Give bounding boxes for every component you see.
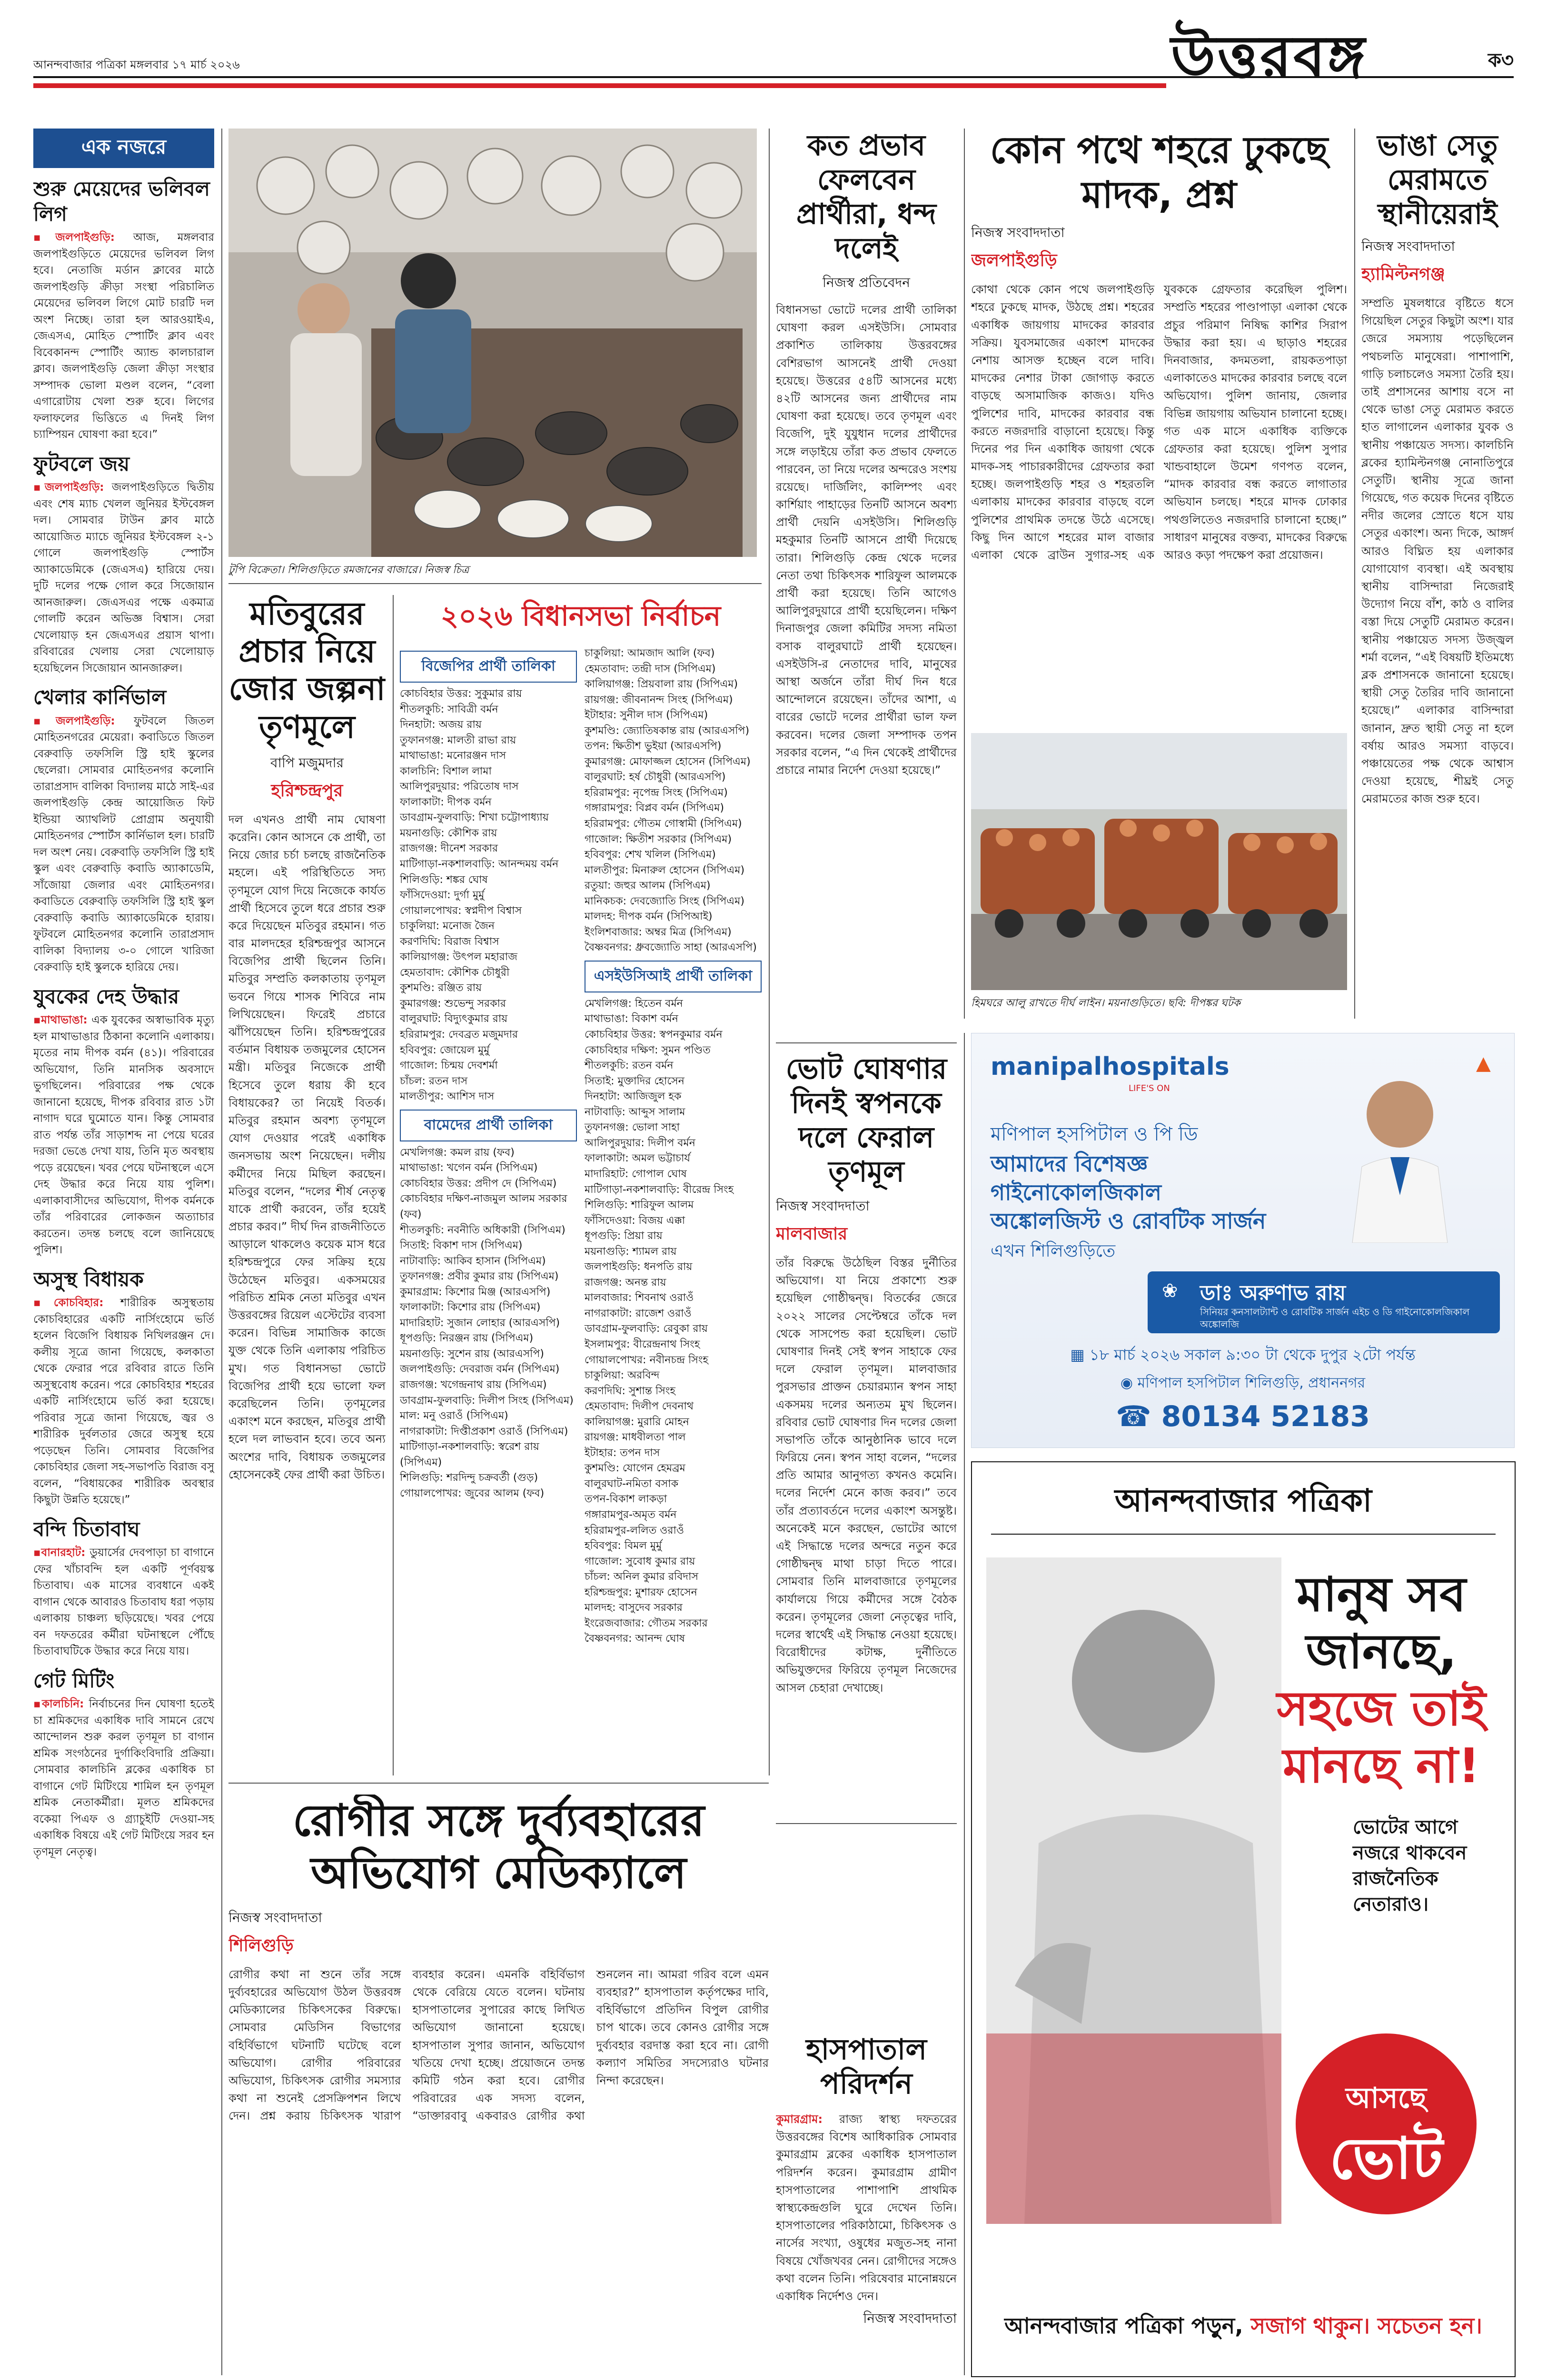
left-ally-candidate: মানিকচক: দেবজ্যোতি সিংহ (সিপিএম) [585,895,744,907]
ad-ab-portrait [986,1557,1281,2224]
brief-body: জলপাইগুড়িতে দ্বিতীয় এবং শেষ ম্যাচ খেলল জুনিয়র ইস্টবেঙ্গল দল। সোমবার টাউন ক্লাব মাঠে আয়োজিত ম্যাচে জুনিয়র ইস্টবেঙ্গল ২-১ গোলে জলপাইগুড়ি স্পোর্টস অ্যাকাডেমিকে (জেএসএ) হারিয়ে দেয়। দুটি দলের পক্ষে গোল করে সিজোয়ান আনজারুল। জেএসএর পক্ষে একমাত্র গোলটি করেন অভিজ্ঞ বিশ্বাস। সেরা খেলোয়াড় হন জেএসএর প্রয়াস থাপা। রবিবারের খেলায় সেরা খেলোয়াড় হয়েছিলেন সিজোয়ান আনজারুল। [33,481,214,674]
left-ally-candidate: গঙ্গারামপুর: বিপ্লব বর্মন (সিপিএম) [585,802,724,814]
ad-manipal[interactable] [971,1033,1515,1448]
ad-manipal-logo-icon: ▲ [1476,1052,1491,1074]
suci-candidate: মাথাভাঙা: বিকাশ বর্মন [585,1013,678,1025]
ad-manipal-doctor-photo [1333,1062,1467,1243]
suci-candidate: গাজোল: সুবোধ কুমার রায় [585,1555,695,1567]
ad-ab-line3: সহজে তাই [1277,1681,1486,1736]
phone-icon: ☎ [1116,1400,1161,1433]
brief-body: শারীরিক অসুস্থতায় কোচবিহারের একটি নার্সিংহোমে ভর্তি হলেন বিজেপি বিধায়ক নিখিলরঞ্জন দে। কলীয় সূত্রে জানা গিয়েছে, কলকাতা থেকে ফেরার পরে রবিবার রাতে তিনি অসুস্থবোধ করেন। পরে কোচবিহার শহরের একটি নার্সিংহোমে ভর্তি করা হয়েছে। পরিবার সূত্রে জানা গিয়েছে, জ্বর ও শারীরিক দুর্বলতার জেরে অসুস্থ হয়ে পড়েছেন তিনি। সোমবার বিজেপির কোচবিহার জেলা সহ-সভাপতি বিরাজ বসু বলেন, “বিধায়কের শারীরিক অবস্থার কিছুটা উন্নতি হয়েছে।” [33,1297,214,1506]
left-candidate: রাজগঞ্জ: খগেন্দ্রনাথ রায় (সিপিএম) [400,1378,547,1391]
divider [221,129,222,2375]
left-candidate: নাটাবাড়ি: আকিব হাসান (সিপিএম) [400,1255,546,1267]
left-ally-candidate: তপন: ক্ষিতীশ ভুইয়া (আরএসপি) [585,740,722,753]
bjp-candidate: কোচবিহার উত্তর: সুকুমার রায় [400,688,522,700]
election-banner: ২০২৬ বিধানসভা নির্বাচন [440,600,721,632]
suci-candidate: আলিপুরদুয়ার: দিলীপ বর্মন [585,1137,695,1149]
suci-candidate: তুফানগঞ্জ: ভোলা সাহা [585,1121,680,1134]
suci-candidate: চাঁচল: অনিল কুমার রবিদাস [585,1571,698,1583]
bjp-candidate: ফালাকাটা: দীপক বর্মন [400,796,492,808]
story-medical-byline: নিজস্ব সংবাদদাতা [228,1909,322,1925]
brief-place: ▪মাথাভাঙা: [33,1014,92,1026]
bjp-list [400,686,577,1105]
page-number: ক৩ [1488,50,1514,71]
story-matibur [228,595,386,1775]
photo-cap-sellers [228,129,757,557]
suci-candidate: করণদিঘি: সুশান্ত সিংহ [585,1385,675,1397]
suci-candidate: কালিয়াগঞ্জ: মুরারি মোহন [585,1416,689,1428]
bjp-candidate: কুশমণ্ডি: রঞ্জিত রায় [400,982,482,994]
bjp-candidate: রাজগঞ্জ: দীনেশ সরকার [400,843,498,855]
ad-ab-sub: ভোটের আগে নজরে থাকবেন রাজনৈতিক নেতারাও। [1353,1816,1467,1915]
story-matibur-byline: বাপি মজুমদার [270,754,344,771]
brief-title: গেট মিটিং [33,1668,115,1692]
suci-candidate: রাজগঞ্জ: অনন্ত রায় [585,1276,666,1289]
story-setu-body: সম্প্রতি মুষলধারে বৃষ্টিতে ধসে গিয়েছিল সেতুর কিছুটা অংশ। যার জেরে সমস্যায় পড়েছিলেন পথচলতি মানুষেরা। পাশাপাশি, গাড়ি চলাচলেও সমস্যা তৈরি হয়। তাই প্রশাসনের আশায় বসে না থেকে ভাঙা সেতু মেরামত করতে হাত লাগালেন এলাকার যুবক ও স্থানীয় পঞ্চায়েত সদস্য। কালচিনি ব্লকের হ্যামিল্টনগঞ্জ নোনাতিপুরে সেতুটি। স্থানীয় সূত্রে জানা গিয়েছে, গত কয়েক দিনের বৃষ্টিতে নদীর জলের স্রোতে ধসে যায় সেতুর একাংশ। অন্য দিকে, আঙ্গর্দ আরও বিঘ্নিত হয় এলাকার যোগাযোগ ব্যবস্থা। এই অবস্থায় স্থানীয় বাসিন্দারা নিজেরাই উদ্যোগ নিয়ে বাঁশ, কাঠ ও বালির বস্তা দিয়ে সেতুটি মেরামত করেন। স্থানীয় পঞ্চায়েত সদস্য উজ্জ্বল শর্মা বলেন, “এই বিষয়টি ইতিমধ্যে ব্লক প্রশাসনকে জানানো হয়েছে। স্থায়ী সেতু তৈরির দাবি জানানো হয়েছে।” এলাকার বাসিন্দারা জানান, দ্রুত স্থায়ী সেতু না হলে বর্ষায় আরও সমস্যা বাড়বে। পঞ্চায়েতের পক্ষ থেকে আশ্বাস দেওয়া হয়েছে, শীঘ্রই সেতু মেরামতের কাজ শুরু হবে। [1361,297,1514,806]
brief-place: ▪কোচবিহার: [33,1297,120,1309]
dateline: আনন্দবাজার পত্রিকা মঙ্গলবার ১৭ মার্চ ২০২৬ [33,58,240,71]
brief-body: ডুয়ার্সের দেবপাড়া চা বাগানে ফের খাঁচাবন্দি হল একটি পূর্ণবয়স্ক চিতাবাঘ। এক মাসের ব্যবধানে একই বাগান থেকে আবারও চিতাবাঘ ধরা পড়ায় এলাকায় চাঞ্চল্য ছড়িয়েছে। খবর পেয়ে বন দফতরের কর্মীরা ঘটনাস্থলে পৌঁছে চিতাবাঘটিকে উদ্ধার করে নিয়ে যায়। [33,1547,214,1657]
brief-body: নির্বাচনের দিন ঘোষণা হতেই চা শ্রমিকদের একাধিক দাবি সামনে রেখে আন্দোলন শুরু করল তৃণমূল চা বাগান শ্রমিক সংগঠনের দুর্গাকিংবিদারি প্রক্রিয়া। সোমবার কালচিনি ব্লকের একাধিক চা বাগানে গেট মিটিংয়ে শামিল হন তৃণমূল শ্রমিক নেতাকর্মীরা। মূলত শ্রমিকদের বকেয়া পিএফ ও গ্র্যাচুইটি দেওয়া-সহ একাধিক বিষয়ে এই গেট মিটিংয়ে সরব হন তৃণমূল নেতৃত্ব। [33,1698,214,1858]
bjp-candidate: তুফানগঞ্জ: মালতী রাভা রায় [400,734,516,746]
bjp-list-title: বিজেপির প্রার্থী তালিকা [400,651,577,683]
left-candidate: শিলিগুড়ি: শরদিন্দু চক্রবর্তী (গুড়) [400,1472,538,1484]
story-setu-byline: নিজস্ব সংবাদদাতা [1361,238,1455,254]
bjp-candidate: আলিপুরদুয়ার: পরিতোষ দাস [400,781,519,793]
bjp-candidate: হেমতাবাদ: কৌশিক চৌধুরী [400,966,510,979]
bjp-candidate: মালতীপুর: আশিস দাস [400,1091,495,1103]
left-ally-candidate: রতুয়া: জহুর আলম (সিপিএম) [585,880,711,892]
left-ally-candidate: গাজোল: ক্ষিতীশ সরকার (সিপিএম) [585,833,732,845]
bjp-candidate: গাজোল: চিন্ময় দেবশর্মা [400,1060,498,1072]
uterus-icon: ❀ [1162,1280,1178,1302]
suci-candidate: রায়গঞ্জ: মাধবীলতা পাল [585,1431,686,1444]
ad-manipal-line1: মণিপাল হসপিটাল ও পি ডি [991,1123,1198,1145]
left-candidate: মাটিগাড়া-নকশালবাড়ি: স্বরেশ রায় (সিপিএম) [400,1441,539,1468]
story-entry-title-1: কত প্রভাব ফেলবেন [807,129,926,197]
brief-body: ফুটবলে জিতল মোহিতনগরের মেয়েরা। কবাডিতে জিতল বেরুবাড়ি তফসিলি স্ট্রি হাই স্কুলের ছেলেরা। সোমবার মোহিতনগর কলোনি তারাপ্রসাদ বালিকা বিদ্যালয় মাঠে সাই-এর জলপাইগুড়ি কেন্দ্র আয়োজিত ফিট ইন্ডিয়া অ্যাথলিট প্রোগ্রাম অনুযায়ী মোহিতনগর স্পোর্টস কার্নিভাল হল। চারটি দল অংশ নেয়। বেরুবাড়ি তফসিলি স্ট্রি হাই স্কুল এবং বেরুবাড়ি কবাডি অ্যাকাডেমি, সাঁজোয়া জেলার এবং মোহিতনগর। কবাডিতে বেরুবাড়ি তফসিলি স্ট্রি হাই স্কুল বেরুবাড়ি কবাডি অ্যাকাডেমিকে হারায়। ফুটবলে মোহিতনগর কলোনি তারাপ্রসাদ বালিকা বিদ্যালয় ৩-০ গোলে খারিজা বেরুবাড়ি হাই স্কুলকে হারিয়ে দেয়। [33,714,214,973]
election-block [400,595,762,1775]
photo-caption: টুপি বিক্রেতা। শিলিগুড়িতে রমজানের বাজারে। নিজস্ব চিত্র [228,564,469,576]
ad-ab-footer-b: সজাগ থাকুন। সচেতন হন। [1250,2313,1482,2339]
left-candidate: কোচবিহার দক্ষিণ-নাজমুল আলম সরকার (ফব) [400,1193,567,1220]
suci-candidate: চাকুলিয়া: অরবিন্দ [585,1369,660,1382]
bjp-candidate: কালচিনি: বিশাল লামা [400,765,492,777]
suci-candidate: ইংরেজবাজার: গৌতম সরকার [585,1617,708,1629]
ad-manipal-datetime-text: ১৮ মার্চ ২০২৬ সকাল ৯:৩০ টা থেকে দুপুর ২টো পর্যন্ত [1089,1346,1416,1364]
suci-candidate: শিলিগুড়ি: শারিফুল আলম [585,1199,694,1211]
brief-text [33,229,214,443]
story-madak-headline: কোন পথে শহরে ঢুকছে মাদক, প্রশ্ন [990,129,1329,217]
bjp-candidate: হরিরামপুর: দেবব্রত মজুমদার [400,1029,518,1041]
brief-text [33,1012,214,1259]
briefs-list [33,177,214,1860]
left-ally-candidate: চাকুলিয়া: আমজাদ আলি (ফব) [585,647,715,659]
suci-candidate: বৈষ্ণবনগর: আনন্দ ঘোষ [585,1633,685,1645]
divider [393,595,394,1775]
story-trinamool-place: মালবাজার [776,1224,848,1244]
brief-body: এক যুবকের অস্বাভাবিক মৃত্যু হল মাথাভাঙার ঠিকানা কলোনি এলাকায়। মৃতের নাম দীপক বর্মন (৪১)। পরিবারের অভিযোগ, তিনি মানসিক অবসাদে ভুগছিলেন। পরিবারের পক্ষ থেকে জানানো হয়েছে, দীপক রবিবার রাত ১টা নাগাদ ঘরে ঘুমোতে যান। কিন্তু সোমবার রাত পর্যন্ত তাঁর সাড়াশব্দ না পেয়ে ঘরের দরজা ভেঙে দেখা যায়, তিনি মৃত অবস্থায় পড়ে রয়েছেন। খবর পেয়ে ঘটনাস্থলে এসে দেহ উদ্ধার করে নিয়ে যায় পুলিশ। এলাকাবাসীদের অভিযোগ, দীপক বর্মনকে তাঁর পরিবারের লোকজন অত্যাচার করতেন। তদন্ত চলছে বলে জানিয়েছে পুলিশ। [33,1014,214,1256]
left-candidate: মাথাভাঙা: খগেন বর্মন (সিপিএম) [400,1162,538,1174]
left-candidate: গোয়ালপোখর: জুবের আলম (ফব) [400,1487,545,1499]
bjp-candidate: ময়নাগুড়ি: কৌশিক রায় [400,827,497,839]
brief-place: ▪কালচিনি: [33,1698,89,1710]
bjp-candidate: শীতলকুচি: সাবিত্রী বর্মন [400,703,498,715]
suci-candidate: মালবাজার: শিবনাথ ওরাওঁ [585,1292,694,1304]
story-entry-byline: নিজস্ব প্রতিবেদন [823,275,910,290]
divider [769,129,770,1775]
divider [964,129,965,1019]
ad-manipal-doctor: ডাঃ অরুণাভ রায় [1200,1281,1346,1305]
story-madak-place: জলপাইগুড়ি [971,251,1057,271]
ad-manipal-line4: অঙ্কোলজিস্ট ও রোবটিক সার্জন [991,1208,1266,1234]
story-madak-body: কোথা থেকে কোন পথে জলপাইগুড়ি শহরে ঢুকছে মাদক, উঠছে প্রশ্ন। শহরের একাধিক জায়গায় মাদকের কারবার সক্রিয়। যুবসমাজের একাংশ মাদকের নেশায় আসক্ত হচ্ছেন বলে দাবি। মাদকের নেশার টাকা জোগাড় করতে বাড়ছে অসামাজিক কাজও। যদিও পুলিশের দাবি, মাদকের কারবার বন্ধ করতে নজরদারি বাড়ানো হয়েছে। কিন্তু দিনের পর দিন একাধিক জায়গা থেকে মাদক-সহ পাচারকারীদের গ্রেফতার করা হচ্ছে। জলপাইগুড়ি শহর ও শহরতলি এলাকায় মাদকের কারবার বাড়ছে বলে পুলিশের প্রাথমিক তদন্তে উঠে এসেছে। কিছু দিন আগে শহরের মাল বাজার এলাকা থেকে ব্রাউন সুগার-সহ এক যুবককে গ্রেফতার করেছিল পুলিশ। সম্প্রতি শহরের পাণ্ডাপাড়া এলাকা থেকে প্রচুর পরিমাণ নিষিদ্ধ কাশির সিরাপ উদ্ধার করা হয়। এ ছাড়াও শহরের দিনবাজার, কদমতলা, রায়কতপাড়া এলাকাতেও মাদকের কারবার চলছে বলে অভিযোগ। পুলিশ জানায়, জেলার বিভিন্ন জায়গায় অভিযান চালানো হচ্ছে। গত এক মাসে একাধিক ব্যক্তিকে গ্রেফতার করা হয়েছে। পুলিশ সুপার খান্ডবাহালে উমেশ গণপত বলেন, “মাদক কারবার বন্ধ করতে লাগাতার অভিযান চলছে। শহরে মাদক ঢোকার পথগুলিতেও নজরদারি চালানো হচ্ছে।” সাধারণ মানুষের বক্তব্য, মাদকের বিরুদ্ধে আরও কড়া পদক্ষেপ করা প্রয়োজন। [971,283,1347,562]
briefs-column [33,129,214,2375]
ad-manipal-venue [991,1371,1495,1396]
photo-potato-caption: হিমঘরে আলু রাখতে দীর্ঘ লাইন। ময়নাগুড়িতে। ছবি: দীপঙ্কর ঘটক [971,997,1240,1009]
story-trinamool-headline: ভোট ঘোষণার দিনই স্বপনকে দলে ফেরাল তৃণমূল [785,1052,947,1189]
left-candidate: তুফানগঞ্জ: প্রবীর কুমার রায় (সিপিএম) [400,1270,559,1283]
bjp-candidate: চাঁচল: রতন দাস [400,1075,468,1087]
left-candidate: মেখলিগঞ্জ: কমল রায় (ফব) [400,1146,515,1159]
ad-ab-stamp-top: আসছে [1345,2082,1427,2115]
left-candidate: ধূপগুড়ি: নিরঞ্জন রায় (সিপিএম) [400,1332,534,1345]
brief-text [33,1295,214,1508]
brief-body: আজ, মঙ্গলবার জলপাইগুড়িতে মেয়েদের ভলিবল লিগ হবে। নেতাজি মর্ডান ক্লাবের মাঠে জলপাইগুড়ি ক্রীড়া সংস্থা পরিচালিত মেয়েদের ভলিবল লিগে মোট চারটি দল অংশ নিচ্ছে। তারা হল আরওয়াইএ, জেএসএ, মোহিত স্পোর্টিং ক্লাব এবং বিবেকানন্দ স্পোর্টিং অ্যান্ড কালচারাল ক্লাব। জলপাইগুড়ি জেলা ক্রীড়া সংস্থার সম্পাদক ভোলা মণ্ডল বলেন, “বেলা এগারোটায় খেলা শুরু হবে। লিগের ফলাফলের ভিত্তিতে এ দিনই লিগ চ্যাম্পিয়ন ঘোষণা করা হবে।” [33,231,214,441]
suci-candidate: ইটাহার: তপন দাস [585,1447,660,1459]
ad-manipal-venue-text: মণিপাল হসপিটাল শিলিগুড়ি, প্রধাননগর [1137,1375,1366,1391]
left-candidate: জলপাইগুড়ি: দেবরাজ বর্মন (সিপিএম) [400,1363,560,1376]
bjp-candidate: শিলিগুড়ি: শঙ্কর ঘোষ [400,873,488,886]
brief-place: ▪বানারহাট: [33,1547,90,1559]
story-medical-place: শিলিগুড়ি [228,1935,294,1955]
masthead: উত্তরবঙ্গ [1171,24,1367,90]
suci-candidate: কোচবিহার উত্তর: স্বপনকুমার বর্মন [585,1029,723,1041]
bjp-candidate: কুমারগঞ্জ: শুভেন্দু সরকার [400,997,506,1010]
story-matibur-place: হরিশ্চন্দ্রপুর [271,781,343,801]
photo-cap-sellers-art [228,129,757,557]
story-setu-place: হ্যামিল্টনগঞ্জ [1361,265,1445,284]
story-entry-body: বিধানসভা ভোটে দলের প্রার্থী তালিকা ঘোষণা করল এসইউসি। সোমবার প্রকাশিত তালিকায় উত্তরবঙ্গের বেশিরভাগ আসনেই প্রার্থী দেওয়া হয়েছে। উত্তরের ৫৪টি আসনের মধ্যে ৪২টি আসনের জন্য প্রার্থীদের নাম ঘোষণা করা হয়েছে। তবে তৃণমূল এবং বিজেপি, দুই যুযুধান দলের প্রার্থীদের সঙ্গে লড়াইয়ে তাঁরা কত প্রভাব ফেলতে পারবেন, তা নিয়ে দলের অন্দরেও সংশয় রয়েছে। দার্জিলিং, কালিম্পং এবং কার্শিয়াং পাহাড়ের তিনটি আসনে অবশ্য প্রার্থী দেয়নি এসইউসি। শিলিগুড়ি মহকুমার তিনটি আসনে প্রার্থী দিয়েছে তারা। শিলিগুড়ি কেন্দ্র থেকে দলের নেতা তথা চিকিৎসক শারিফুল আলমকে প্রার্থী করা হয়েছে। তিনি আগেও আলিপুরদুয়ারে প্রার্থী হয়েছিলেন। দক্ষিণ দিনাজপুর জেলা কমিটির সদস্য নমিতা বসাক বালুরঘাটে প্রার্থী হয়েছেন। এসইউসি-র নেতাদের দাবি, মানুষের আস্থা অর্জনে তাঁরা দীর্ঘ দিন ধরে আন্দোলনে রয়েছেন। তাঁদের আশা, এ বারের ভোটে দলের প্রার্থীরা ভাল ফল করবেন। দলের জেলা সম্পাদক তপন সরকার বলেন, “এ দিন থেকেই প্রার্থীদের প্রচারে নামার নির্দেশ দেওয়া হয়েছে।” [776,303,957,777]
brief-title: অসুস্থ বিধায়ক [33,1267,144,1291]
ad-ab-line4: মানছে না! [1282,1738,1480,1794]
brief-place: ▪জলপাইগুড়ি: [33,714,134,727]
divider [228,1783,769,1784]
ad-ab-stamp-bottom: ভোট [1329,2126,1443,2192]
calendar-icon: ▦ [1070,1346,1090,1364]
suci-candidate: গঙ্গারামপুর-অমৃত বর্মন [585,1508,677,1521]
story-entry-title-2: প্রার্থীরা, ধন্দ দলেই [796,198,937,265]
briefs-section-title: এক নজরে [33,129,214,168]
ad-anandabazar[interactable] [971,1461,1516,2377]
suci-candidate: তপন-বিকাশ লাকড়া [585,1493,667,1506]
left-candidate: সিতাই: বিকাশ দাস (সিপিএম) [400,1240,523,1252]
left-ally-candidate: ইটাহার: সুনীল দাস (সিপিএম) [585,709,708,722]
brief-title: যুবকের দেহ উদ্ধার [33,984,179,1008]
left-ally-candidate: রায়গঞ্জ: জীবনানন্দ সিংহ (সিপিএম) [585,694,733,706]
brief-text [33,479,214,676]
left-list [400,1145,577,1502]
story-hospital-headline: হাসপাতাল পরিদর্শন [806,2033,927,2101]
divider [776,1823,957,1824]
left-candidate: ফালাকাটা: কিশোর রায় (সিপিএম) [400,1301,541,1314]
story-entry [776,129,957,1033]
suci-candidate: জলপাইগুড়ি: ধনপতি রায় [585,1261,693,1273]
suci-candidate: গোয়ালপোখর: নবীনচন্দ্র সিংহ [585,1354,708,1366]
left-candidate: মাল: মনু ওরাওঁ (সিপিএম) [400,1410,508,1422]
suci-candidate: শীতলকুচি: রতন বর্মন [585,1060,674,1072]
ad-manipal-line3: গাইনোকোলজিকাল [991,1180,1162,1205]
left-list-title: বামেদের প্রার্থী তালিকা [400,1110,577,1141]
location-pin-icon: ◉ [1120,1375,1138,1391]
suci-candidate: মাদারিহাট: গোপাল ঘোষ [585,1168,687,1180]
bjp-candidate: ডাবগ্রাম-ফুলবাড়ি: শিখা চট্টোপাধ্যায় [400,812,549,824]
ad-manipal-designation: সিনিয়র কনসালট্যান্ট ও রোবটিক সার্জন এইচ ও ডি গাইনোকোলজিকাল অঙ্কোলজি [1200,1306,1470,1330]
brief-text [33,1696,214,1860]
bjp-candidate: চাকুলিয়া: মনোজ জৈন [400,920,495,932]
story-trinamool-byline: নিজস্ব সংবাদদাতা [776,1198,870,1214]
story-setu-headline: ভাঙা সেতু মেরামতে স্থানীয়েরাই [1377,129,1498,231]
left-ally-candidate: মালদহ: দীপক বর্মন (সিপিআই) [585,911,713,923]
suci-list-title: এসইউসিআই প্রার্থী তালিকা [585,961,762,992]
left-candidate: ডাবগ্রাম-ফুলবাড়ি: দিলীপ সিংহ (সিপিএম) [400,1394,574,1407]
ad-manipal-tagline: LIFE'S ON [1129,1083,1170,1093]
bjp-candidate: করণদিঘি: বিরাজ বিশ্বাস [400,935,499,948]
suci-candidate: ইসলামপুর: বীরেন্দ্রনাথ সিংহ [585,1338,700,1350]
suci-candidate: ময়নাগুড়ি: শ্যামল রায় [585,1245,677,1258]
story-medical [228,1795,769,2375]
story-hospital [776,2033,957,2375]
suci-candidate: কুশমণ্ডি: যোগেন হেমব্রম [585,1462,685,1475]
left-candidate: মাদারিহাট: সুজান লোহার (আরএসপি) [400,1317,560,1329]
ad-manipal-line2: আমাদের বিশেষজ্ঞ [991,1151,1148,1177]
left-ally-candidate: মালতীপুর: মিনারুল হোসেন (সিপিএম) [585,864,745,876]
story-hospital-place: কুমারগ্রাম: [776,2112,823,2126]
bjp-candidate: দিনহাটা: অজয় রায় [400,719,482,731]
left-candidate: ময়নাগুড়ি: সুশেন রায় (আরএসপি) [400,1348,544,1360]
suci-candidate: ধূপগুড়ি: প্রিয়া রায় [585,1230,663,1242]
ad-ab-footer-a: আনন্দবাজার পত্রিকা পড়ুন, [1004,2313,1243,2339]
brief-title: ফুটবলে জয় [33,452,130,476]
brief-title: শুরু মেয়েদের ভলিবল লিগ [33,177,210,226]
ad-ab-brand: আনন্দবাজার পত্রিকা [1114,1482,1372,1519]
story-trinamool [776,1052,957,1814]
suci-candidate: হেমতাবাদ: দিলীপ দেবনাথ [585,1400,694,1413]
ad-manipal-doctor-box [1148,1271,1500,1333]
header-red-bar [33,83,1166,88]
brief-text [33,1545,214,1660]
story-madak-byline: নিজস্ব সংবাদদাতা [971,225,1065,241]
ad-manipal-datetime [991,1343,1495,1368]
left-ally-candidate: কালিয়াগঞ্জ: প্রিয়বালা রায় (সিপিএম) [585,678,738,691]
bjp-candidate: ফাঁসিদেওয়া: দুর্গা মুর্মু [400,889,485,902]
story-matibur-body: দল এখনও প্রার্থী নাম ঘোষণা করেনি। কোন আসনে কে প্রার্থী, তা নিয়ে জোর চর্চা চলছে রাজনৈতিক মহলে। এই পরিস্থিতিতে সদ্য তৃণমূলে যোগ দিয়ে নিজেকে কার্যত প্রার্থী হিসেবে তুলে ধরে প্রচার শুরু করে দিয়েছেন মতিবুর রহমান। গত বার মালদহের হরিশ্চন্দ্রপুর আসনে বিজেপির প্রার্থী ছিলেন তিনি। মতিবুর সম্প্রতি কলকাতায় তৃণমূল ভবনে গিয়ে শাসক শিবিরে নাম লিখিয়েছেন। ফিরেই প্রচারে ঝাঁপিয়েছেন তিনি। হরিশ্চন্দ্রপুরের বর্তমান বিধায়ক তজমুলের হোসেন মন্ত্রী। মতিবুর নিজেকে প্রার্থী হিসেবে তুলে ধরায় কী হবে বিধায়কের? তা নিয়েই বিতর্ক। মতিবুর রহমান অবশ্য তৃণমূলে যোগ দেওয়ার পরেই একাধিক জনসভায় অংশ নিয়েছেন। দলীয় কর্মীদের নিয়ে মিছিল করছেন। মতিবুর বলেন, “দলের শীর্ষ নেতৃত্ব যাকে প্রার্থী করবেন, তাঁর হয়েই প্রচার করব।” দীর্ঘ দিন রাজনীতিতে আড়ালে থাকলেও কয়েক মাস ধরে হরিশ্চন্দ্রপুরে ফের সক্রিয় হয়ে উঠেছেন মতিবুর। একসময়ের পরিচিত শ্রমিক নেতা মতিবুর এখন উত্তরবঙ্গের রিয়েল এস্টেটের ব্যবসা করেন। বিভিন্ন সামাজিক কাজে যুক্ত থেকে তিনি এলাকায় পরিচিত মুখ। গত বিধানসভা ভোটে বিজেপির প্রার্থী হয়ে ভালো ফল করেছিলেন তিনি। তৃণমূলের একাংশ মনে করছেন, মতিবুর প্রার্থী হলে দল লাভবান হবে। তবে অন্য অংশের দাবি, বিধায়ক তজমুলের হোসেনকেই ফের প্রার্থী করা উচিত। [228,813,386,1481]
suci-list [585,996,762,1647]
ad-ab-line2: জানছে, [1306,1624,1457,1679]
left-ally-candidate: কুমারগঞ্জ: মোফাজ্জল হোসেন (সিপিএম) [585,755,751,768]
bjp-candidate: মাথাভাঙা: মনোরঞ্জন দাস [400,750,506,762]
photo-potato-trucks-art [971,733,1347,990]
left-ally-candidate: কুশমণ্ডি: জ্যোতিষকান্ত রায় (আরএসপি) [585,724,750,737]
suci-candidate: নাটাবাড়ি: আব্দুস সালাম [585,1106,685,1118]
bjp-candidate: বালুরঘাট: বিদ্যুৎকুমার রায় [400,1013,508,1025]
brief-title: খেলার কার্নিভাল [33,685,167,709]
story-madak [971,129,1347,747]
photo-potato-trucks [971,733,1347,990]
suci-candidate: হবিবপুর: বিমল মুর্মু [585,1540,662,1552]
story-hospital-body: রাজ্য স্বাস্থ্য দফতরের উত্তরবঙ্গের বিশেষ আধিকারিক সোমবার কুমারগ্রাম ব্লকের একাধিক হাসপাতাল পরিদর্শন করেন। কুমারগ্রাম গ্রামীণ হাসপাতালের পাশাপাশি প্রাথমিক স্বাস্থ্যকেন্দ্রগুলি ঘুরে দেখেন তিনি। হাসপাতালের পরিকাঠামো, চিকিৎসক ও নার্সের সংখ্যা, ওষুধের মজুত-সহ নানা বিষয়ে খোঁজখবর নেন। রোগীদের সঙ্গেও কথা বলেন তিনি। পরিষেবার মানোন্নয়নে একাধিক নির্দেশও দেন। [776,2112,957,2303]
left-candidate: কোচবিহার উত্তর: প্রদীপ দে (সিপিএম) [400,1177,557,1190]
ad-ab-line1: মানুষ সব [1297,1567,1466,1622]
bjp-candidate: মাটিগাড়া-নকশালবাড়ি: আনন্দময় বর্মন [400,858,559,871]
divider [776,1042,957,1043]
brief-text [33,713,214,976]
ad-manipal-phone[interactable] [991,1400,1495,1433]
story-trinamool-body: তাঁর বিরুদ্ধে উঠেছিল বিস্তর দুর্নীতির অভিযোগ। যা নিয়ে প্রকাশ্যে শুরু হয়েছিল গোষ্ঠীদ্বন্দ্ব। বিতর্কের জেরে ২০২২ সালের সেপ্টেম্বরে তাঁকে দল থেকে সাসপেন্ড করা হয়েছিল। ভোট ঘোষণার দিনই সেই স্বপন সাহাকে ফের দলে ফেরাল তৃণমূল। মালবাজার পুরসভার প্রাক্তন চেয়ারম্যান স্বপন সাহা একসময় দলের অন্যতম মুখ ছিলেন। রবিবার ভোট ঘোষণার দিন দলের জেলা সভাপতি তাঁকে আনুষ্ঠানিক ভাবে দলে ফিরিয়ে নেন। স্বপন সাহা বলেন, “দলের প্রতি আমার আনুগত্য কখনও কমেনি। দলের নির্দেশ মেনে কাজ করব।” তবে তাঁর প্রত্যাবর্তনে দলের একাংশ অসন্তুষ্ট। অনেকেই মনে করছেন, ভোটের আগে এই সিদ্ধান্তে দলের অন্দরে নতুন করে গোষ্ঠীদ্বন্দ্ব মাথা চাড়া দিতে পারে। সোমবার তিনি মালবাজারে তৃণমূলের কার্যালয়ে গিয়ে কর্মীদের সঙ্গে বৈঠক করেন। তৃণমূলের জেলা নেতৃত্বের দাবি, দলের স্বার্থেই এই সিদ্ধান্ত নেওয়া হয়েছে। বিরোধীদের কটাক্ষ, দুর্নীতিতে অভিযুক্তদের ফিরিয়ে তৃণমূল নিজেদের আসল চেহারা দেখাচ্ছে। [776,1256,957,1695]
left-ally-candidate: হরিরামপুর: নৃপেন্দ্র সিংহ (সিপিএম) [585,786,728,799]
left-ally-candidate: হেমতাবাদ: তন্দ্রী দাস (সিপিএম) [585,663,716,675]
ad-manipal-phone-text: 80134 52183 [1161,1400,1370,1433]
story-medical-body: রোগীর কথা না শুনে তাঁর সঙ্গে দুর্ব্যবহারের অভিযোগ উঠল উত্তরবঙ্গ মেডিক্যালের চিকিৎসকের বিরুদ্ধে। সোমবার মেডিসিন বিভাগের বহির্বিভাগে ঘটনাটি ঘটেছে বলে অভিযোগ। রোগীর পরিবারের অভিযোগ, চিকিৎসক রোগীর সমস্যার কথা না শুনেই প্রেসক্রিপশন লিখে দেন। প্রশ্ন করায় চিকিৎসক খারাপ ব্যবহার করেন। এমনকি বহির্বিভাগ থেকে বেরিয়ে যেতে বলেন। ঘটনায় হাসপাতালের সুপারের কাছে লিখিত অভিযোগ জানানো হয়েছে। হাসপাতাল সুপার জানান, অভিযোগ খতিয়ে দেখা হচ্ছে। প্রয়োজনে তদন্ত কমিটি গঠন করা হবে। রোগীর পরিবারের এক সদস্য বলেন, “ডাক্তারবাবু একবারও রোগীর কথা শুনলেন না। আমরা গরিব বলে এমন ব্যবহার?” হাসপাতাল কর্তৃপক্ষের দাবি, বহির্বিভাগে প্রতিদিন বিপুল রোগীর চাপ থাকে। তবে কোনও রোগীর সঙ্গে দুর্ব্যবহার বরদাস্ত করা হবে না। রোগী কল্যাণ সমিতির সদস্যেরাও ঘটনার নিন্দা করেছেন। [228,1967,769,2123]
left-ally-candidate: হরিরামপুর: গৌতম গোস্বামী (সিপিএম) [585,818,742,830]
ad-manipal-brand: manipalhospitals [991,1052,1230,1081]
ad-ab-stamp [1296,2033,1477,2214]
divider [1354,129,1355,1019]
suci-candidate: হরিরামপুর-ললিত ওরাওঁ [585,1524,684,1537]
story-setu [1361,129,1514,1019]
suci-candidate: বালুরঘাট-নমিতা বসাক [585,1478,679,1490]
bjp-candidate: কালিয়াগঞ্জ: উৎপল মহারাজ [400,951,517,963]
left-candidate: নাগরাকাটা: দিপ্তীপ্রকাশ ওরাওঁ (সিপিএম) [400,1425,568,1438]
suci-candidate: ফালাকাটা: অমল ভট্টাচার্য [585,1152,691,1165]
bjp-candidate: হবিবপুর: জোয়েল মুর্মু [400,1044,490,1056]
left-ally-candidate: ইংলিশবাজার: অম্বর মিত্র (সিপিএম) [585,926,732,938]
suci-candidate: হরিশ্চন্দ্রপুর: মুশারফ হোসেন [585,1586,697,1598]
brief-title: বন্দি চিতাবাঘ [33,1517,140,1541]
story-matibur-headline: মতিবুরের প্রচার নিয়ে জোর জল্পনা তৃণমূলে [228,595,386,745]
left-allies-list [585,646,762,956]
suci-candidate: সিতাই: মুক্তাদির হোসেন [585,1075,684,1087]
story-medical-headline: রোগীর সঙ্গে দুর্ব্যবহারের অভিযোগ মেডিক্যালে [292,1795,705,1899]
divider [964,1033,965,2375]
suci-candidate: কোচবিহার দক্ষিণ: সুমন পণ্ডিত [585,1044,711,1056]
bjp-candidate: গোয়ালপোখর: স্বপ্নদীপ বিশ্বাস [400,904,522,917]
divider [991,1534,1496,1535]
suci-candidate: দিনহাটা: আজিজুল হক [585,1091,682,1103]
left-ally-candidate: বৈষ্ণবনগর: ধ্রুবজ্যোতি সাহা (আরএসপি) [585,942,757,954]
left-ally-candidate: বালুরঘাট: হর্ষ চৌধুরী (আরএসপি) [585,771,726,783]
suci-candidate: ফাঁসিদেওয়া: বিজয় এক্কা [585,1214,685,1227]
left-candidate: শীতলকুচি: নবনীতি অধিকারী (সিপিএম) [400,1224,565,1236]
story-hospital-byline: নিজস্ব সংবাদদাতা [863,2311,957,2327]
suci-candidate: ডাবগ্রাম-ফুলবাড়ি: রেবুকা রায় [585,1323,708,1335]
ad-ab-footer [972,2310,1515,2346]
brief-place: ▪জলপাইগুড়ি: [33,481,112,494]
suci-candidate: মাটিগাড়া-নকশালবাড়ি: বীরেন্দ্র সিংহ [585,1183,734,1196]
left-ally-candidate: হবিবপুর: শেখ খলিল (সিপিএম) [585,849,716,861]
left-candidate: কুমারগ্রাম: কিশোর মিঞ্জ (আরএসপি) [400,1286,551,1298]
suci-candidate: নাগরাকাটা: রাজেশ ওরাওঁ [585,1307,692,1319]
divider [228,583,762,584]
suci-candidate: মেখলিগঞ্জ: হিতেন বর্মন [585,997,683,1010]
suci-candidate: মালদহ: বাসুদেব সরকার [585,1602,683,1614]
ad-manipal-line5: এখন শিলিগুড়িতে [991,1241,1116,1261]
brief-place: ▪জলপাইগুড়ি: [33,231,133,244]
